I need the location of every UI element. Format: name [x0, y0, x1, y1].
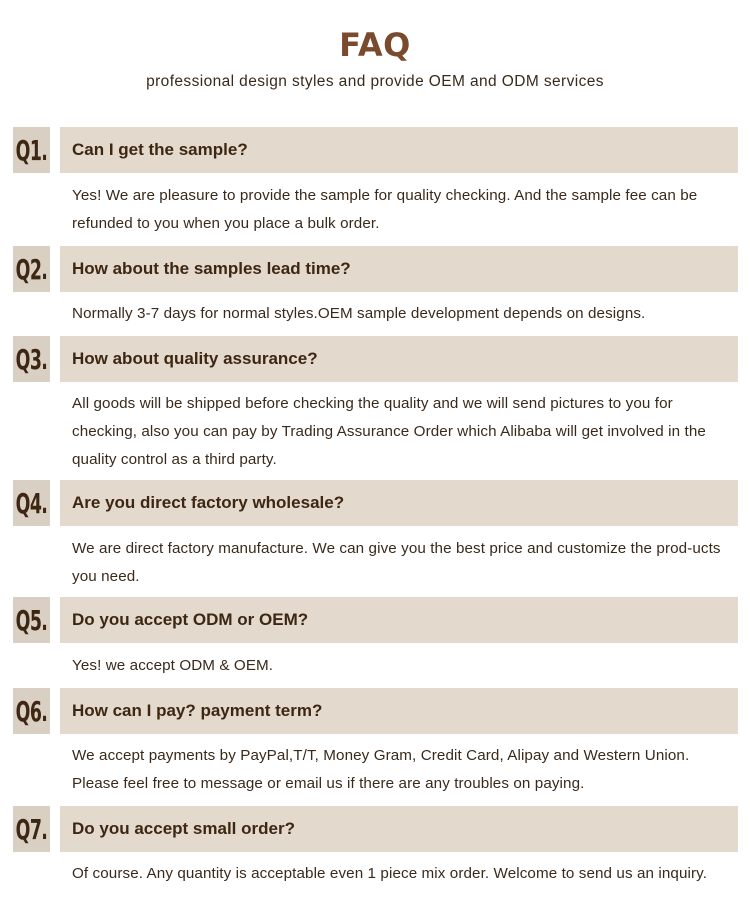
answer-text: We are direct factory manufacture. We can give you the best price and customize the prod-ucts you need.	[72, 540, 721, 585]
question-number: Q7.	[13, 806, 50, 852]
question-number: Q6.	[13, 688, 50, 734]
question-heading: Do you accept small order?	[60, 806, 738, 852]
answer-text: Normally 3-7 days for normal styles.OEM sample development depends on designs.	[72, 305, 646, 322]
answer-text: Of course. Any quantity is acceptable even 1 piece mix order. Welcome to send us an inquiry.	[72, 865, 708, 882]
answer-text: Yes! we accept ODM & OEM.	[72, 657, 274, 674]
question-heading: How can I pay? payment term?	[60, 688, 738, 734]
question-number: Q3.	[13, 336, 50, 382]
page-title: FAQ	[339, 26, 411, 64]
question-heading: How about the samples lead time?	[60, 246, 738, 292]
answer-text: All goods will be shipped before checking the quality and we will send pictures to you for checking, also you can pay by Trading Assurance Order which Alibaba will get involved in the quality control as a third party.	[72, 395, 706, 468]
question-number: Q1.	[13, 127, 50, 173]
question-number: Q2.	[13, 246, 50, 292]
answer-text: We accept payments by PayPal,T/T, Money Gram, Credit Card, Alipay and Western Union. Please feel free to message or email us if there are any troubles on paying.	[72, 747, 690, 792]
question-heading: Can I get the sample?	[60, 127, 738, 173]
answer-text: Yes! We are pleasure to provide the sample for quality checking. And the sample fee can be refunded to you when you place a bulk order.	[72, 187, 698, 232]
question-heading: Do you accept ODM or OEM?	[60, 597, 738, 643]
question-number: Q4.	[13, 480, 50, 526]
page-subtitle: professional design styles and provide OEM and ODM services	[146, 73, 604, 90]
question-heading: Are you direct factory wholesale?	[60, 480, 738, 526]
question-heading: How about quality assurance?	[60, 336, 738, 382]
question-number: Q5.	[13, 597, 50, 643]
